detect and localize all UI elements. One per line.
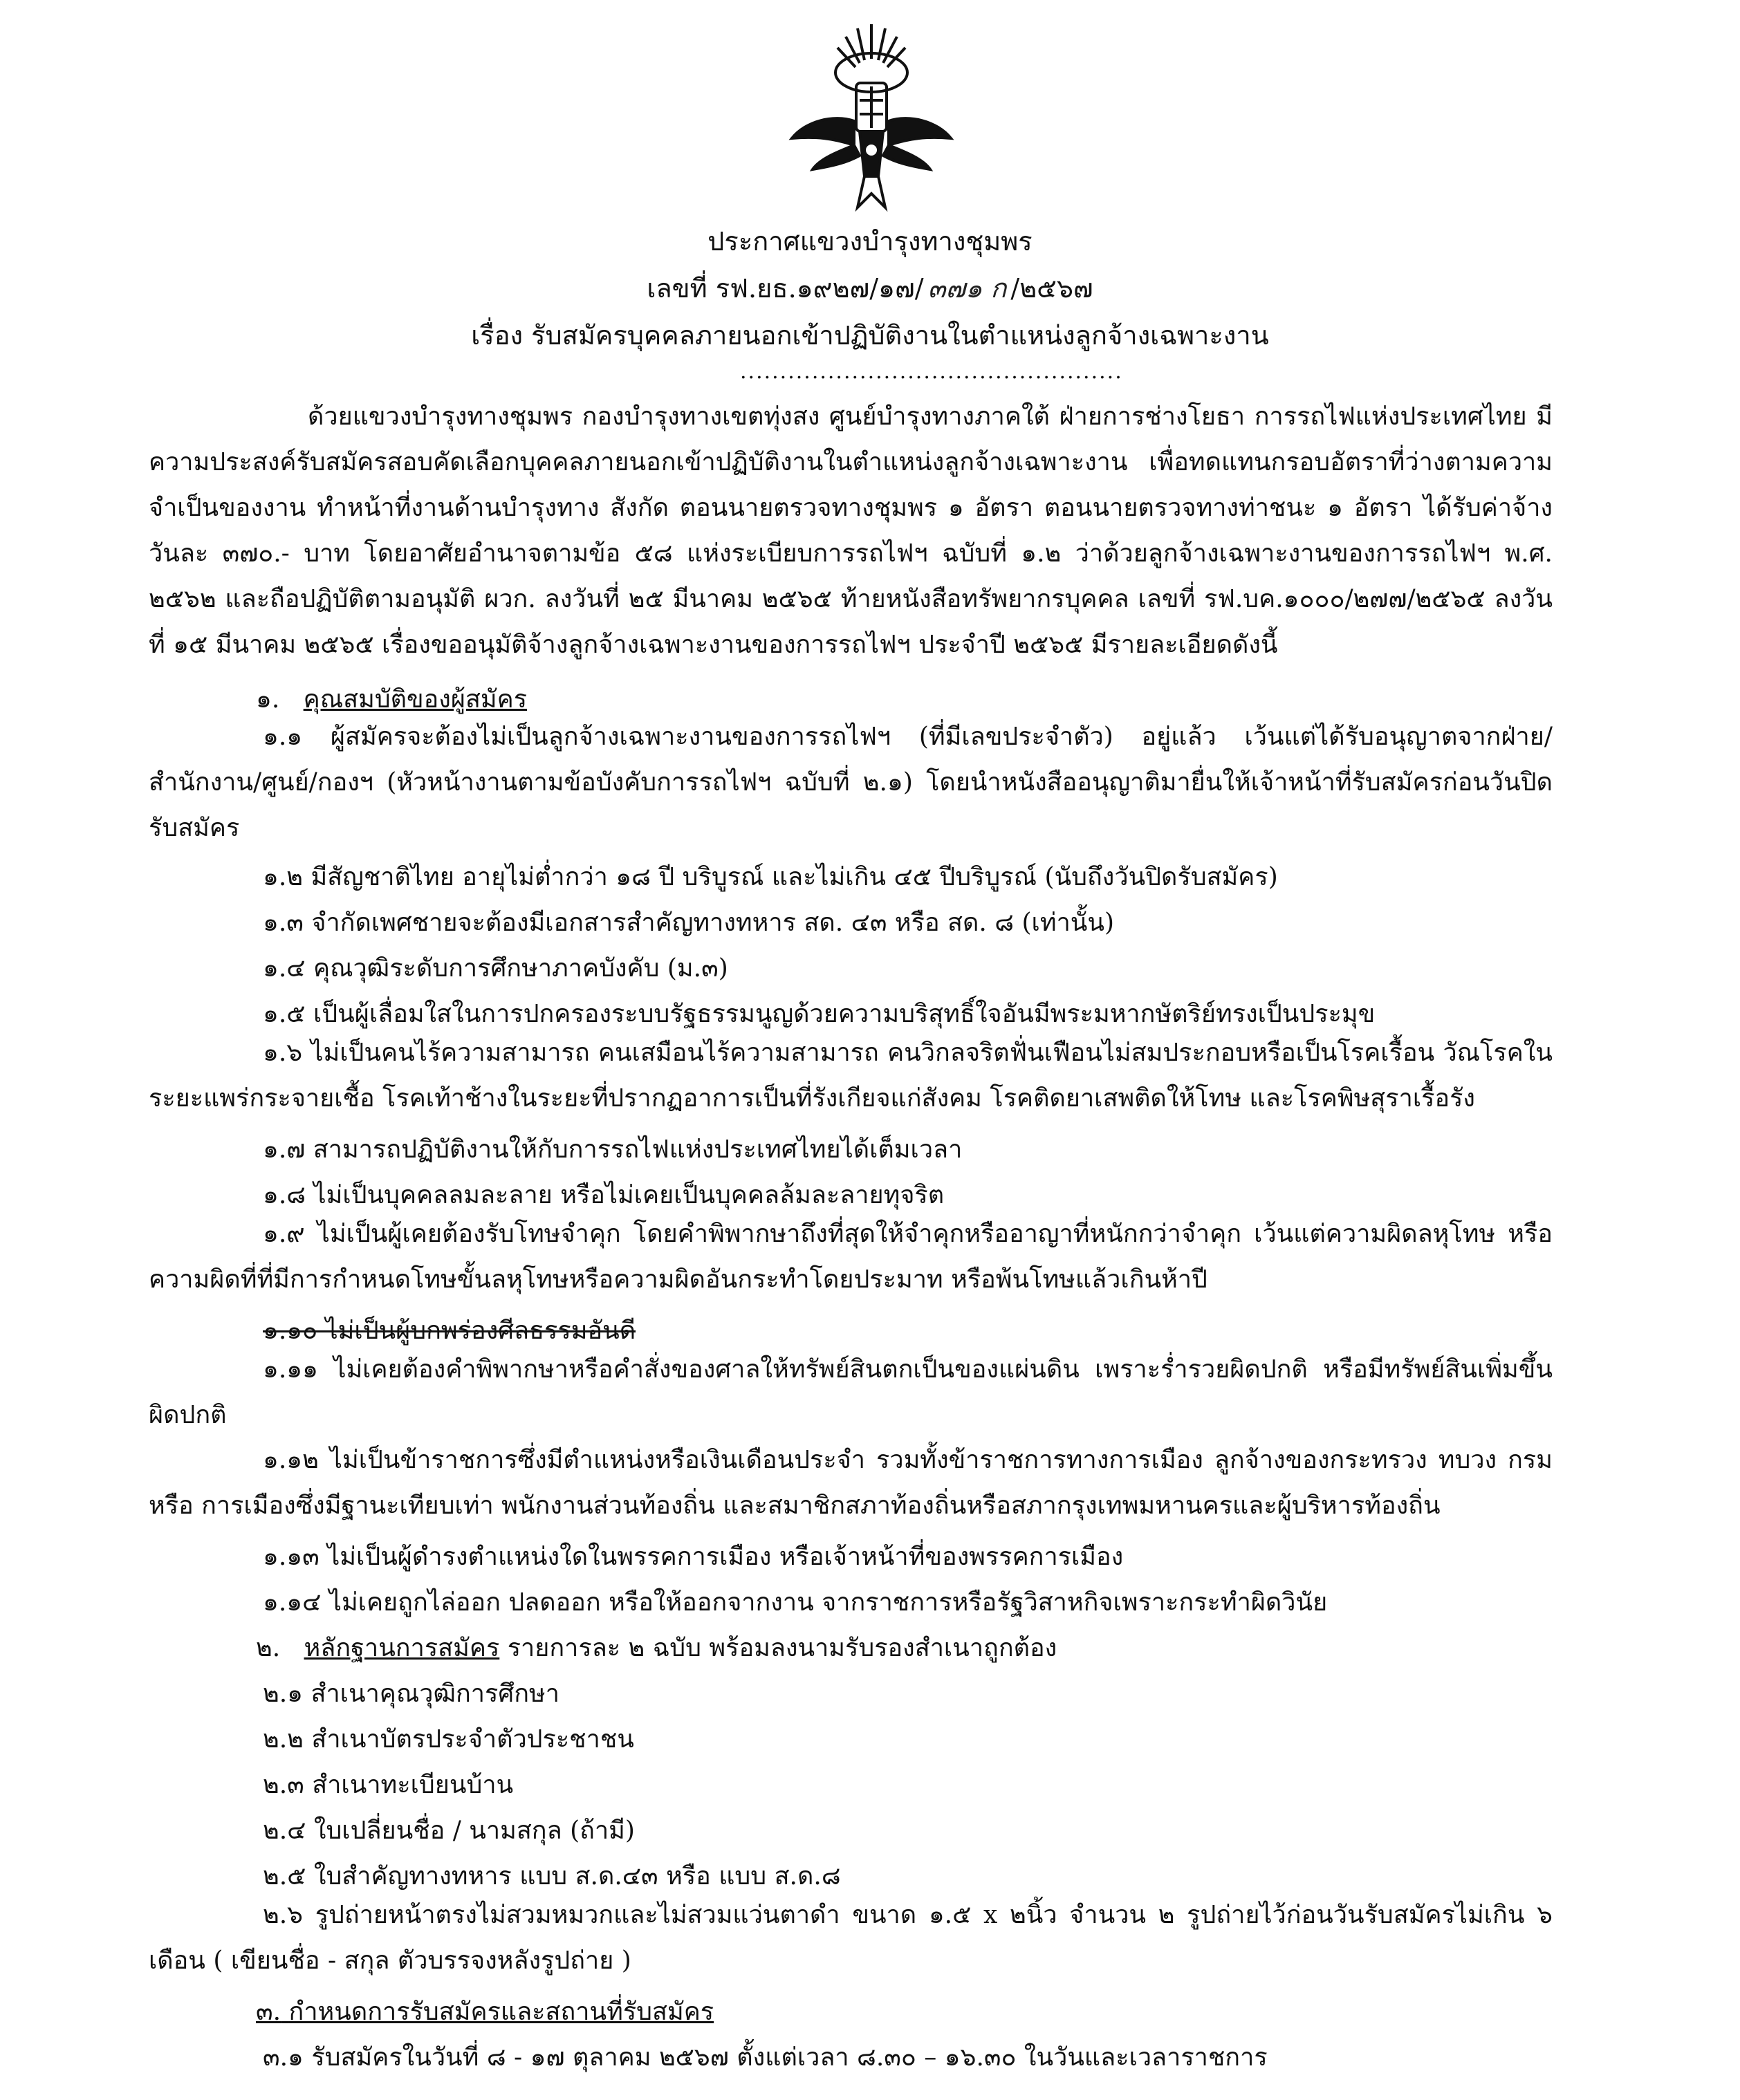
announcement-number: [0, 267, 1740, 309]
item-1-14: ๑.๑๔ ไม่เคยถูกไล่ออก ปลดออก หรือให้ออกจากงาน จากราชการหรือรัฐวิสาหกิจเพราะกระทำผิดวินัย: [263, 1588, 1328, 1617]
section2-title-rest: รายการละ ๒ ฉบับ พร้อมลงนามรับรองสำเนาถูกต้อง: [499, 1634, 1057, 1662]
item-1-8: ๑.๘ ไม่เป็นบุคคลลมละลาย หรือไม่เคยเป็นบุคคลล้มละลายทุจริต: [263, 1181, 945, 1209]
announcement-subject: เรื่อง รับสมัครบุคคลภายนอกเข้าปฏิบัติงานในตำแหน่งลูกจ้างเฉพาะงาน: [471, 320, 1269, 351]
announcement-title: ประกาศแขวงบำรุงทางชุมพร: [707, 226, 1033, 257]
item-1-4: ๑.๔ คุณวุฒิระดับการศึกษาภาคบังคับ (ม.๓): [263, 954, 728, 983]
item-1-11: ๑.๑๑ ไม่เคยต้องคำพิพากษาหรือคำสั่งของศาลให้ทรัพย์สินตกเป็นของแผ่นดิน เพราะร่ำรวยผิดปกติ หรือมีทรัพย์สินเพิ่มขึ้นผิดปกติ: [149, 1355, 1553, 1429]
separator-dots: ................................................: [740, 360, 1123, 384]
item-3-1: ๓.๑ รับสมัครในวันที่ ๘ - ๑๗ ตุลาคม ๒๕๖๗ ตั้งแต่เวลา ๘.๓๐ – ๑๖.๓๐ ในวันและเวลาราชการ: [263, 2043, 1268, 2072]
section1-heading: [256, 685, 527, 715]
item-1-5: ๑.๕ เป็นผู้เลื่อมใสในการปกครองระบบรัฐธรรมนูญด้วยความบริสุทธิ์ใจอันมีพระมหากษัตริย์ทรงเป็นประมุข: [263, 1000, 1376, 1028]
number-suffix: /๒๕๖๗: [1010, 273, 1093, 304]
section2-title: หลักฐานการสมัคร: [304, 1634, 500, 1662]
item-1-3: ๑.๓ จำกัดเพศชายจะต้องมีเอกสารสำคัญทางทหาร สด. ๔๓ หรือ สด. ๘ (เท่านั้น): [263, 909, 1115, 937]
item-1-6: ๑.๖ ไม่เป็นคนไร้ความสามารถ คนเสมือนไร้ความสามารถ คนวิกลจริตฟั่นเฟือนไม่สมประกอบหรือเป็นโรคเรื้อน วัณโรคในระยะแพร่กระจายเชื้อ โรคเท้าช้างในระยะที่ปรากฏอาการเป็นที่รังเกียจแก่สังคม โรคติดยาเสพติดให้โทษ และโรคพิษสุราเรื้อรัง: [149, 1039, 1553, 1113]
item-2-5: ๒.๕ ใบสำคัญทางทหาร แบบ ส.ด.๔๓ หรือ แบบ ส.ด.๘: [263, 1862, 841, 1890]
number-prefix: เลขที่ รฟ.ยธ.๑๙๒๗/๑๗/: [647, 273, 924, 304]
item-2-4: ๒.๔ ใบเปลี่ยนชื่อ / นามสกุล (ถ้ามี): [263, 1816, 635, 1845]
item-1-10: ๑.๑๐ ไม่เป็นผู้บกพร่องศีลธรรมอันดี: [263, 1317, 636, 1345]
item-2-1: ๒.๑ สำเนาคุณวุฒิการศึกษา: [263, 1680, 559, 1708]
item-2-6-note: ( เขียนชื่อ - สกุล ตัวบรรจงหลังรูปถ่าย ): [213, 1946, 631, 1975]
section3-number: ๓.: [256, 1998, 281, 2026]
section1-title: คุณสมบัติของผู้สมัคร: [303, 685, 528, 714]
railway-emblem-icon: [785, 17, 958, 218]
section2-heading: [256, 1633, 1057, 1664]
item-2-2: ๒.๒ สำเนาบัตรประจำตัวประชาชน: [263, 1725, 634, 1754]
item-1-1: ๑.๑ ผู้สมัครจะต้องไม่เป็นลูกจ้างเฉพาะงานของการรถไฟฯ (ที่มีเลขประจำตัว) อยู่แล้ว เว้นแต่ได้รับอนุญาตจากฝ่าย/สำนักงาน/ศูนย์/กองฯ (หัวหน้างานตามข้อบังคับการรถไฟฯ ฉบับที่ ๒.๑) โดยนำหนังสืออนุญาติมายื่นให้เจ้าหน้าที่รับสมัครก่อนวันปิดรับสมัคร: [149, 723, 1553, 842]
item-2-6: [149, 1893, 1553, 1984]
intro-paragraph: ด้วยแขวงบำรุงทางชุมพร กองบำรุงทางเขตทุ่งสง ศูนย์บำรุงทางภาคใต้ ฝ่ายการช่างโยธา การรถไฟแห่งประเทศไทย มีความประสงค์รับสมัครสอบคัดเลือกบุคคลภายนอกเข้าปฏิบัติงานในตำแหน่งลูกจ้างเฉพาะงาน เพื่อทดแทนกรอบอัตราที่ว่างตามความจำเป็นของงาน ทำหน้าที่งานด้านบำรุงทาง สังกัด ตอนนายตรวจทางชุมพร ๑ อัตรา ตอนนายตรวจทางท่าชนะ ๑ อัตรา ได้รับค่าจ้างวันละ ๓๗๐.- บาท โดยอาศัยอำนาจตามข้อ ๕๘ แห่งระเบียบการรถไฟฯ ฉบับที่ ๑.๒ ว่าด้วยลูกจ้างเฉพาะงานของการรถไฟฯ พ.ศ. ๒๕๖๒ และถือปฏิบัติตามอนุมัติ ผวก. ลงวันที่ ๒๕ มีนาคม ๒๕๖๕ ท้ายหนังสือทรัพยากรบุคคล เลขที่ รฟ.บค.๑๐๐๐/๒๗๗/๒๕๖๕ ลงวันที่ ๑๕ มีนาคม ๒๕๖๕ เรื่องขออนุมัติจ้างลูกจ้างเฉพาะงานของการรถไฟฯ ประจำปี ๒๕๖๕ มีรายละเอียดดังนี้: [149, 402, 1553, 659]
item-2-3: ๒.๓ สำเนาทะเบียนบ้าน: [263, 1771, 514, 1799]
item-1-12: ๑.๑๒ ไม่เป็นข้าราชการซึ่งมีตำแหน่งหรือเงินเดือนประจำ รวมทั้งข้าราชการทางการเมือง ลูกจ้างของกระทรวง ทบวง กรม หรือ การเมืองซึ่งมีฐานะเทียบเท่า พนักงานส่วนท้องถิ่น และสมาชิกสภาท้องถิ่นหรือสภากรุงเทพมหานครและผู้บริหารท้องถิ่น: [149, 1446, 1553, 1520]
item-1-7: ๑.๗ สามารถปฏิบัติงานให้กับการรถไฟแห่งประเทศไทยได้เต็มเวลา: [263, 1135, 963, 1164]
item-1-9: ๑.๙ ไม่เป็นผู้เคยต้องรับโทษจำคุก โดยคำพิพากษาถึงที่สุดให้จำคุกหรืออาญาที่หนักกว่าจำคุก เว้นแต่ความผิดลหุโทษ หรือความผิดที่ที่มีการกำหนดโทษขั้นลหุโทษหรือความผิดอันกระทำโดยประมาท หรือพ้นโทษแล้วเกินห้าปี: [149, 1220, 1553, 1294]
number-handwritten: ๓๗๑ ก: [927, 273, 1007, 304]
section3-heading: [256, 1997, 714, 2027]
section1-number: ๑.: [256, 685, 280, 714]
item-1-2: ๑.๒ มีสัญชาติไทย อายุไม่ต่ำกว่า ๑๘ ปี บริบูรณ์ และไม่เกิน ๔๕ ปีบริบูรณ์ (นับถึงวันปิดรับสมัคร): [263, 863, 1278, 891]
item-1-13: ๑.๑๓ ไม่เป็นผู้ดำรงตำแหน่งใดในพรรคการเมือง หรือเจ้าหน้าที่ของพรรคการเมือง: [263, 1543, 1124, 1571]
section2-number: ๒.: [256, 1634, 281, 1662]
item-2-6-text: ๒.๖ รูปถ่ายหน้าตรงไม่สวมหมวกและไม่สวมแว่นตาดำ ขนาด ๑.๕ x ๒นิ้ว จำนวน ๒ รูปถ่ายไว้ก่อนวันรับสมัครไม่เกิน ๖ เดือน: [149, 1901, 1553, 1975]
section3-title: กำหนดการรับสมัครและสถานที่รับสมัคร: [288, 1998, 714, 2026]
